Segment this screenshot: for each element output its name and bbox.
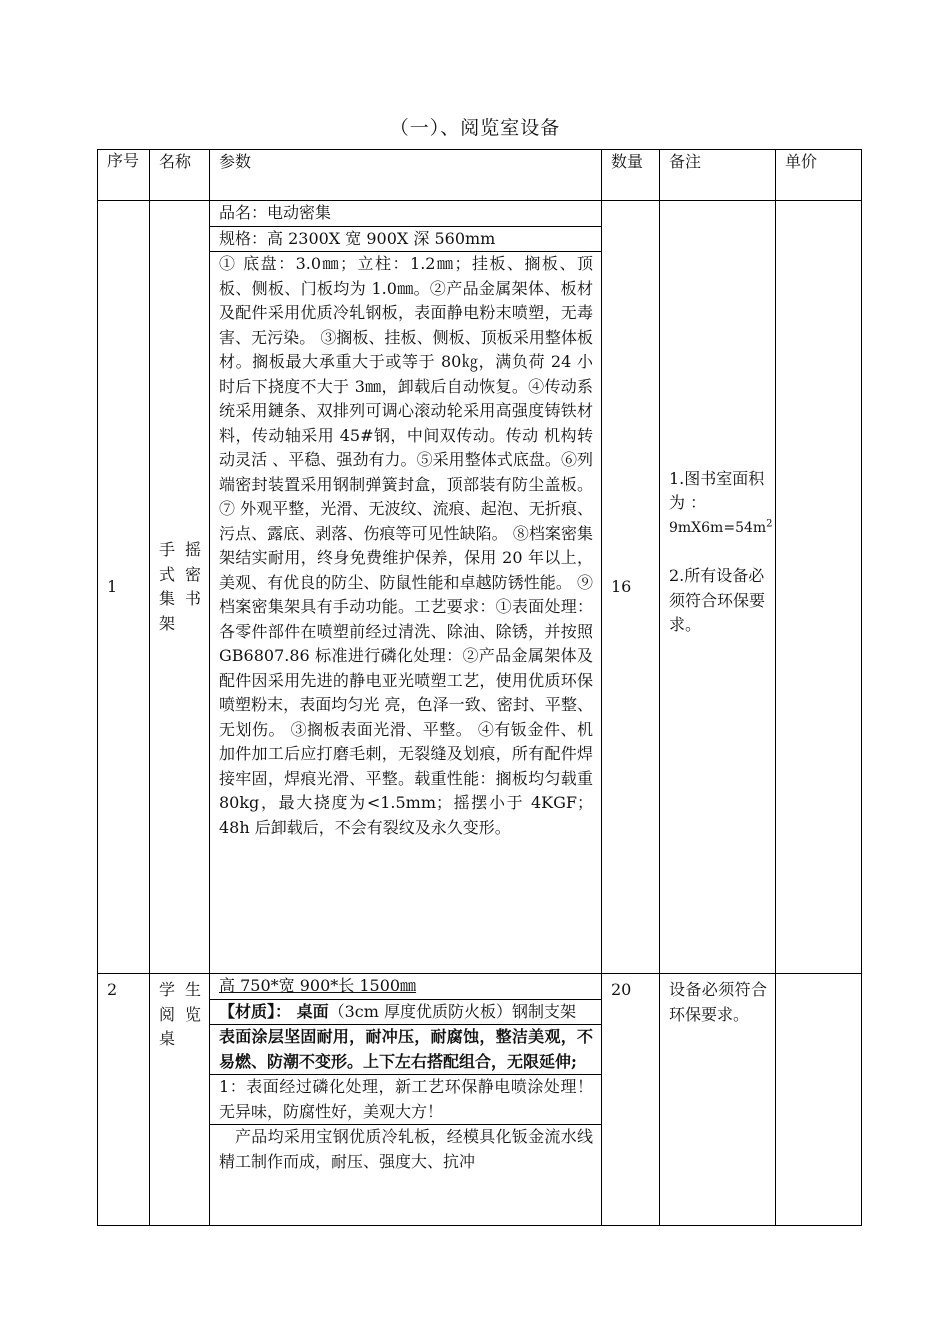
page-title: （一）、阅览室设备	[389, 117, 561, 139]
row2-param-coating: 表面涂层坚固耐用，耐冲压，耐腐蚀，整洁美观，不易燃、防潮不变形。上下左右搭配组合，无限延伸;	[210, 1025, 601, 1075]
table-row	[98, 201, 862, 974]
table-header-row	[98, 150, 862, 201]
row1-param-spec: 规格：高 2300X 宽 900X 深 560mm	[210, 227, 601, 253]
equipment-table	[97, 149, 862, 1226]
row1-note-line2: 2.所有设备必须符合环保要求。	[669, 566, 766, 634]
row1-note-area: $9mX6m=54m^2$	[669, 517, 773, 536]
header-seq: 序号	[98, 150, 150, 201]
row2-price	[776, 974, 862, 1226]
row1-note	[660, 201, 776, 974]
row1-param-name: 品名：电动密集	[210, 201, 601, 227]
header-params: 参数	[210, 150, 602, 201]
row2-params	[210, 974, 602, 1226]
row1-seq: 1	[98, 201, 150, 974]
header-qty: 数量	[602, 150, 660, 201]
row2-seq: 2	[98, 974, 150, 1226]
header-price: 单价	[776, 150, 862, 201]
row1-price	[776, 201, 862, 974]
row2-param-material: 【材质】： 桌面（3cm 厚度优质防火板）钢制支架	[210, 1000, 601, 1026]
row2-note: 设备必须符合环保要求。	[660, 974, 776, 1226]
row1-qty: 16	[602, 201, 660, 974]
table-row	[98, 974, 862, 1226]
row2-param-treatment: 1：表面经过磷化处理，新工艺环保静电喷涂处理！无异味，防腐性好，美观大方！	[210, 1075, 601, 1125]
header-note: 备注	[660, 150, 776, 201]
row2-name: 学生阅览桌	[150, 974, 210, 1226]
row1-param-desc: ① 底盘：3.0㎜；立柱：1.2㎜；挂板、搁板、顶板、侧板、门板均为 1.0㎜。②产品金属架体、板材及配件采用优质冷轧钢板，表面静电粉末喷塑，无毒害、无污染。 ③搁板、挂板、侧板、顶板采用整体板材。搁板最大承重大于或等于 80㎏，满负荷 24 小时后下挠度不大于 3㎜，卸载后自动恢复。④传动系统采用鏈条、双排列可调心滚动轮采用高强度铸铁材料，传动轴采用 45#钢，中间双传动。传动 机构转动灵活 、平稳、强劲有力。⑤采用整体式底盘。⑥列端密封装置采用钢制弹簧封盒，顶部装有防尘盖板。⑦ 外观平整，光滑、无波纹、流痕、起泡、无折痕、污点、露底、剥落、伤痕等可见性缺陷。 ⑧档案密集架结实耐用，终身免费维护保养，保用 20 年以上，美观、有优良的防尘、防鼠性能和卓越防锈性能。 ⑨档案密集架具有手动功能。工艺要求：①表面处理：各零件部件在喷塑前经过清洗、除油、除锈，并按照 GB6807.86 标准进行磷化处理：②产品金属架体及配件因采用先进的静电亚光喷塑工艺，使用优质环保喷塑粉末，表面均匀光 亮，色泽一致、密封、平整、无划伤。 ③搁板表面光滑、平整。 ④有钣金件、机加件加工后应打磨毛刺，无裂缝及划痕，所有配件焊接牢固，焊痕光滑、平整。载重性能：搁板均匀载重 80kg，最大挠度为<1.5mm；摇摆小于 4KGF；48h 后卸载后，不会有裂纹及永久变形。	[219, 254, 593, 837]
row2-param-steel: 产品均采用宝钢优质冷轧板，经模具化钣金流水线精工制作而成，耐压、强度大、抗冲	[219, 1127, 593, 1171]
row2-qty: 20	[602, 974, 660, 1226]
row2-param-size: 高 750*宽 900*长 1500㎜	[210, 974, 601, 1000]
header-name: 名称	[150, 150, 210, 201]
row1-note-line1: 1.图书室面积 为 ：	[669, 468, 765, 512]
row1-params	[210, 201, 602, 974]
row1-name: 手摇式密集书架	[150, 201, 210, 974]
